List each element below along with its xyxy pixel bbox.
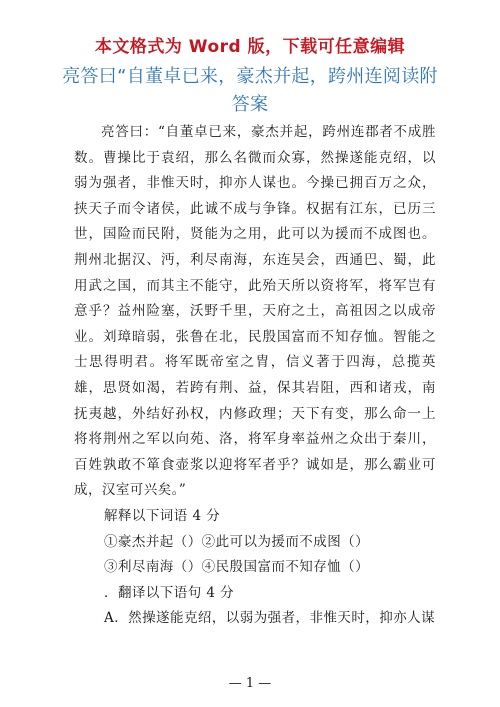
question-2-heading: ．翻译以下语句 4 分 (104, 584, 235, 601)
question-1-items-row-2: ③利尽南海（）④民殷国富而不知存恤（） (104, 559, 370, 576)
document-title: 亮答曰“自董卓已来，豪杰并起，跨州连阅读附答案 (62, 66, 438, 115)
document-banner: 本文格式为 Word 版，下载可任意编辑 (94, 37, 406, 57)
question-2-item-a: A．然操遂能克绍，以弱为强者，非惟天时，抑亦人谋 (104, 610, 436, 627)
question-1-items-row-1: ①豪杰并起（）②此可以为援而不成图（） (104, 533, 370, 550)
document-body (74, 120, 436, 632)
passage-text: 亮答曰：“自董卓已来，豪杰并起，跨州连郡者不成胜数。曹操比于袁绍，那么名微而众寡，然操遂能克绍，以弱为强者，非惟天时，抑亦人谋也。今操已拥百万之众，挟天子而令诸侯，此诚不成与争锋。权据有江东，已历三世，国险而民附，贤能为之用，此可以为援而不成图也。荆州北据汉、沔，利尽南海，东连吴会，西通巴、蜀，此用武之国，而其主不能守，此殆天所以资将军，将军岂有意乎？益州险塞，沃野千里，天府之土，高祖因之以成帝业。刘璋暗弱，张鲁在北，民殷国富而不知存恤。智能之士思得明君。将军既帝室之胄，信义著于四海，总揽英雄，思贤如渴，若跨有荆、益，保其岩阻，西和诸戎，南抚夷越，外结好孙权，内修政理；天下有变，那么命一上将将荆州之军以向苑、洛，将军身率益州之众出于秦川，百姓孰敢不箪食壶浆以迎将军者乎？诚如是，那么霸业可成，汉室可兴矣。” (74, 124, 436, 499)
page-number: — 1 — (228, 676, 272, 691)
question-1-heading: 解释以下词语 4 分 (104, 507, 221, 524)
